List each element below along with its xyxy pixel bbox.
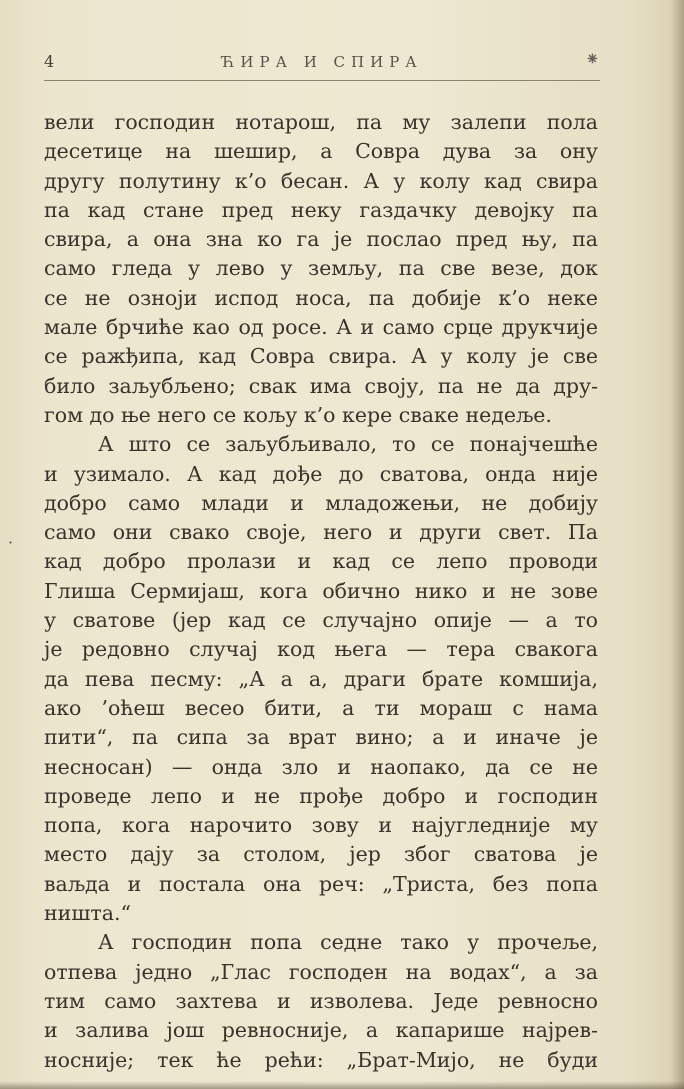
text-line: ако ’оћеш весео бити, а ти мораш с нама — [44, 695, 598, 720]
text-line: кад добро пролази и кад се лепо проводи — [44, 549, 598, 574]
text-line: А господин попа седне тако у прочеље, — [98, 930, 598, 955]
text-line: било заљубљено; свак има своју, па не да дру- — [44, 373, 598, 398]
margin-dot: · — [8, 533, 14, 552]
asterism-ornament-icon: ⁕ — [584, 49, 600, 70]
text-line: мале брчиће као од росе. А и само срце друкчије — [44, 315, 598, 340]
text-line: је редовно случај код њега — тера свакога — [44, 637, 598, 662]
text-line: се ражђипа, кад Совра свира. А у колу је све — [44, 344, 598, 369]
paragraph — [44, 928, 598, 1074]
text-line: проведе лепо и не прође добро и господин — [44, 783, 598, 808]
running-head — [44, 49, 600, 76]
text-line: само они свако своје, него и други свет. Па — [44, 520, 598, 545]
text-line: несносан) — онда зло и наопако, да се не — [44, 754, 598, 779]
text-line: ништа.“ — [44, 901, 131, 926]
body-text — [44, 108, 598, 1075]
text-line: добро само млади и младожењи, не добију — [44, 490, 598, 515]
text-line: место дају за столом, јер због сватова је — [44, 842, 598, 867]
text-line: пити“, па сипа за врат вино; а и иначе је — [44, 725, 598, 750]
text-line: носније; тек ће рећи: „Брат-Мијо, не буди — [44, 1047, 598, 1072]
text-line: па кад стане пред неку газдачку девојку па — [44, 197, 598, 222]
running-title: ЋИРА И СПИРА — [221, 53, 423, 71]
text-line: у сватове (јер кад се случајно опије — а то — [44, 608, 598, 633]
paragraph — [44, 108, 598, 430]
paragraph — [44, 430, 598, 928]
text-line: Глиша Сермијаш, кога обично нико и не зове — [44, 578, 598, 603]
text-line: ваљда и постала она реч: „Триста, без попа — [44, 871, 598, 896]
text-line: и узимало. А кад дође до сватова, онда није — [44, 461, 598, 486]
text-line: А што се заљубљивало, то се понајчешће — [98, 432, 598, 457]
text-line: десетице на шешир, а Совра дува за ону — [44, 139, 598, 164]
text-line: гом до ње него се кољу к’о кере сваке недеље. — [44, 402, 552, 427]
text-line: вели господин нотарош, па му залепи пола — [44, 110, 598, 134]
header-rule — [44, 80, 600, 81]
text-line: свира, а она зна ко га је послао пред њу, па — [44, 227, 598, 252]
text-line: другу полутину к’о бесан. А у колу кад свира — [44, 168, 598, 193]
text-line: тим само захтева и изволева. Једе ревносно — [44, 988, 598, 1013]
text-line: отпева једно „Глас господен на водах“, а за — [44, 959, 598, 984]
text-line: само гледа у лево у земљу, па све везе, док — [44, 256, 598, 281]
text-line: се не озноји испод носа, па добије к’о неке — [44, 285, 598, 310]
page-edge-shadow — [670, 0, 684, 1089]
text-line: попа, кога нарочито зову и најугледније му — [44, 813, 598, 838]
text-line: и залива још ревносније, а капарише најрев- — [44, 1018, 598, 1043]
page-bottom-shadow — [0, 1081, 684, 1089]
page-number: 4 — [44, 52, 55, 71]
text-line: да пева песму: „А а а, драги брате комшија, — [44, 666, 598, 691]
